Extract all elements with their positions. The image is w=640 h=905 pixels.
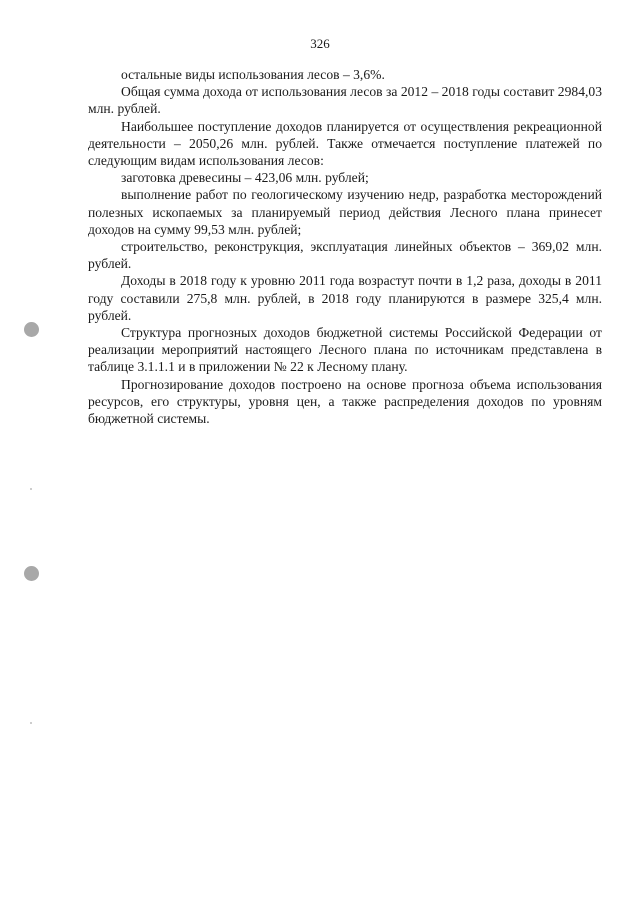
scan-speck	[30, 488, 32, 490]
paragraph-timber-harvesting: заготовка древесины – 423,06 млн. рублей;	[121, 170, 369, 186]
page-number: 326	[310, 36, 330, 51]
paragraph-income-structure: Структура прогнозных доходов бюджетной системы Российской Федерации от реализации мероприятий настоящего Лесного плана по источникам представлена в таблице 3.1.1.1 и в приложении № 22 к Лесному плану.	[88, 325, 602, 375]
paragraph-income-growth: Доходы в 2018 году к уровню 2011 года возрастут почти в 1,2 раза, доходы в 2011 году составили 275,8 млн. рублей, в 2018 году планируются в размере 325,4 млн. рублей.	[88, 273, 602, 323]
punch-hole-mark	[24, 322, 39, 337]
body-text	[88, 66, 602, 427]
paragraph-linear-objects: строительство, реконструкция, эксплуатация линейных объектов – 369,02 млн. рублей.	[88, 239, 602, 272]
paragraph-geology-works: выполнение работ по геологическому изучению недр, разработка месторождений полезных ископаемых за планируемый период действия Лесного плана принесет доходов на сумму 99,53 млн. рублей;	[88, 187, 602, 237]
paragraph-other-uses: остальные виды использования лесов – 3,6%.	[121, 67, 385, 82]
scan-speck	[30, 722, 32, 724]
paragraph-total-income: Общая сумма дохода от использования лесов за 2012 – 2018 годы составит 2984,03 млн. рублей.	[88, 84, 602, 117]
paragraph-recreation-income: Наибольшее поступление доходов планируется от осуществления рекреационной деятельности – 2050,26 млн. рублей. Также отмечается поступление платежей по следующим видам использования лесов:	[88, 118, 602, 169]
paragraph-forecasting: Прогнозирование доходов построено на основе прогноза объема использования ресурсов, его структуры, уровня цен, а также распределения доходов по уровням бюджетной системы.	[88, 376, 602, 427]
punch-hole-mark	[24, 566, 39, 581]
